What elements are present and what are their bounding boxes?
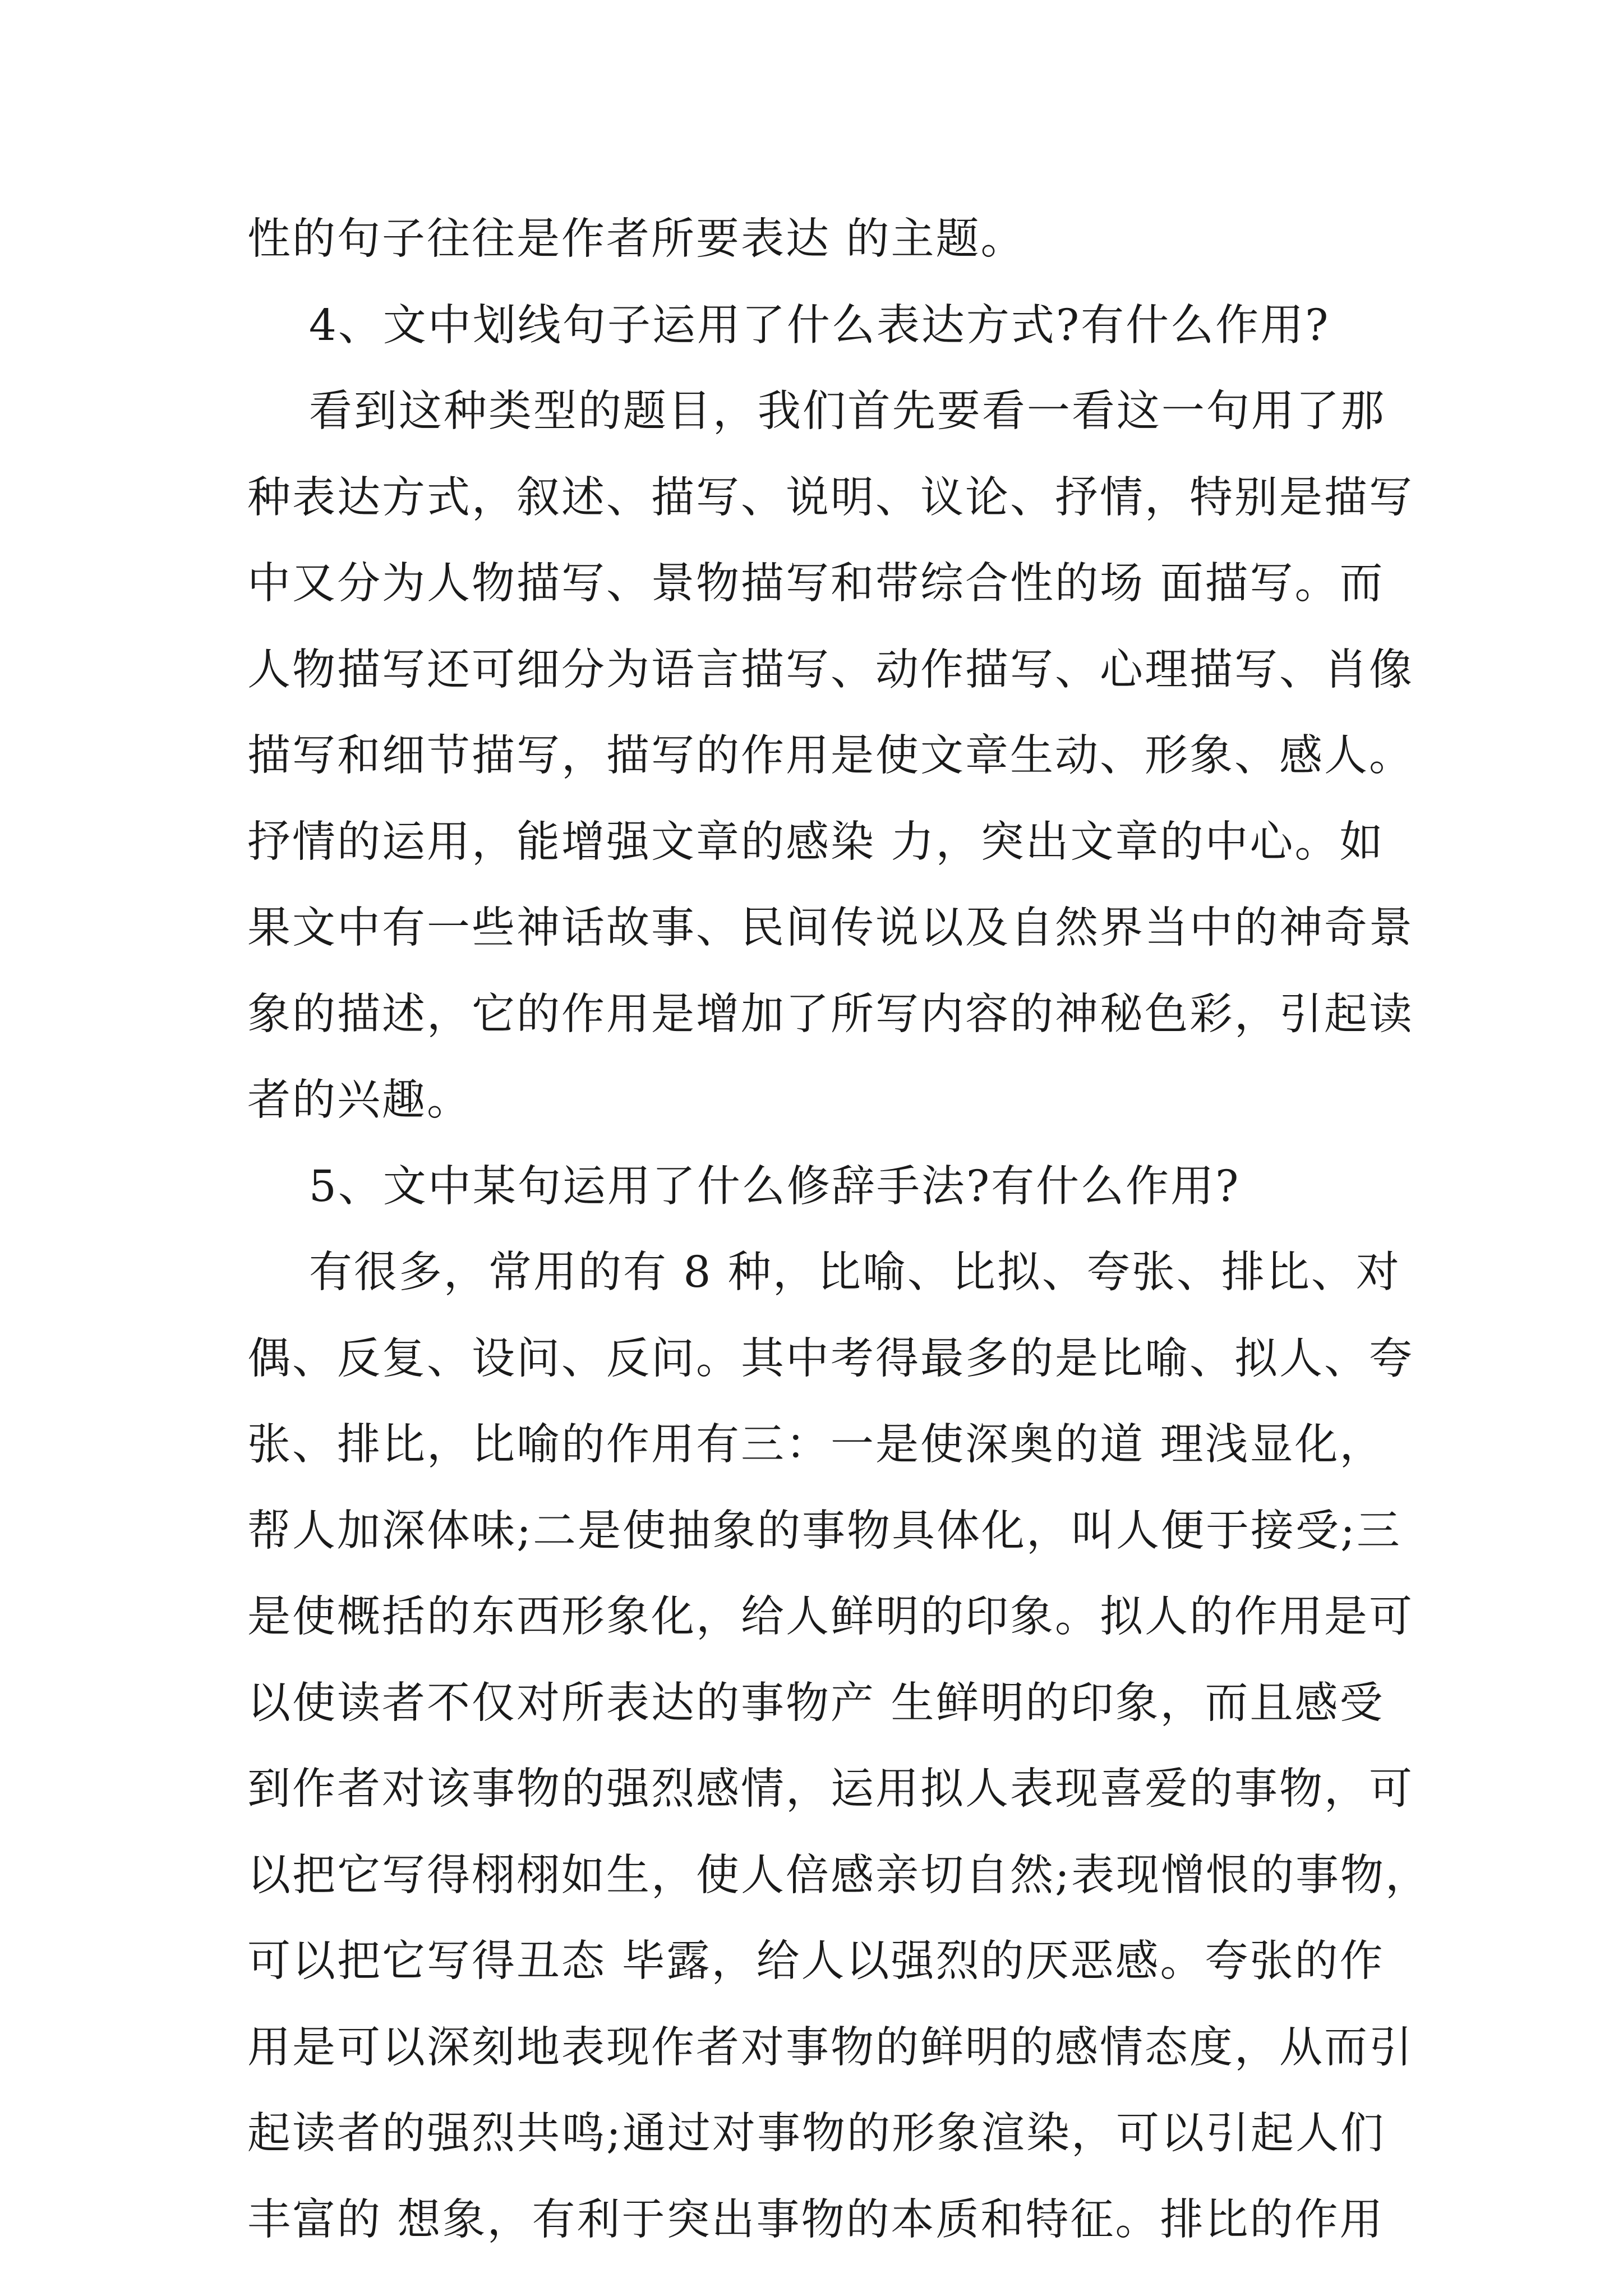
text-line: 帮人加深体味;二是使抽象的事物具体化，叫人便于接受;三 [247, 1506, 1401, 1556]
text-line: 抒情的运用，能增强文章的感染 力，突出文章的中心。如 [247, 817, 1385, 867]
text-line: 丰富的 想象，有利于突出事物的本质和特征。排比的作用 [247, 2194, 1385, 2245]
text-line: 用是可以深刻地表现作者对事物的鲜明的感情态度，从而引 [247, 2022, 1414, 2073]
text-line: 可以把它写得丑态 毕露，给人以强烈的厌恶感。夸张的作 [247, 1936, 1385, 1986]
text-line: 看到这种类型的题目，我们首先要看一看这一句用了那 [247, 386, 1386, 436]
question-4-heading: 4、文中划线句子运用了什么表达方式?有什么作用? [247, 300, 1330, 351]
text-line: 偶、反复、设问、反问。其中考得最多的是比喻、拟人、夸 [247, 1333, 1414, 1384]
text-line: 象的描述，它的作用是增加了所写内容的神秘色彩，引起读 [247, 989, 1414, 1039]
body-text [247, 196, 1430, 2263]
text-line: 以把它写得栩栩如生，使人倍感亲切自然;表现憎恨的事物， [247, 1850, 1430, 1901]
text-line: 有很多，常用的有 8 种，比喻、比拟、夸张、排比、对 [247, 1248, 1401, 1297]
text-line: 人物描写还可细分为语言描写、动作描写、心理描写、肖像 [247, 645, 1414, 695]
text-line: 到作者对该事物的强烈感情，运用拟人表现喜爱的事物，可 [247, 1764, 1414, 1814]
question-5-heading: 5、文中某句运用了什么修辞手法?有什么作用? [247, 1161, 1241, 1212]
text-line: 是使概括的东西形象化，给人鲜明的印象。拟人的作用是可 [247, 1592, 1414, 1642]
text-line: 种表达方式，叙述、描写、说明、议论、抒情，特别是描写 [247, 472, 1414, 523]
text-line: 中又分为人物描写、景物描写和带综合性的场 面描写。而 [247, 559, 1385, 609]
text-line: 性的句子往往是作者所要表达 的主题。 [247, 214, 1026, 264]
text-line: 张、排比，比喻的作用有三：一是使深奥的道 理浅显化， [247, 1420, 1385, 1470]
text-line: 者的兴趣。 [247, 1075, 472, 1125]
text-line: 以使读者不仅对所表达的事物产 生鲜明的印象，而且感受 [247, 1678, 1385, 1728]
text-line: 起读者的强烈共鸣;通过对事物的形象渲染，可以引起人们 [247, 2109, 1385, 2159]
text-line: 描写和细节描写，描写的作用是使文章生动、形象、感人。 [247, 731, 1414, 781]
text-line: 果文中有一些神话故事、民间传说以及自然界当中的神奇景 [247, 903, 1414, 953]
